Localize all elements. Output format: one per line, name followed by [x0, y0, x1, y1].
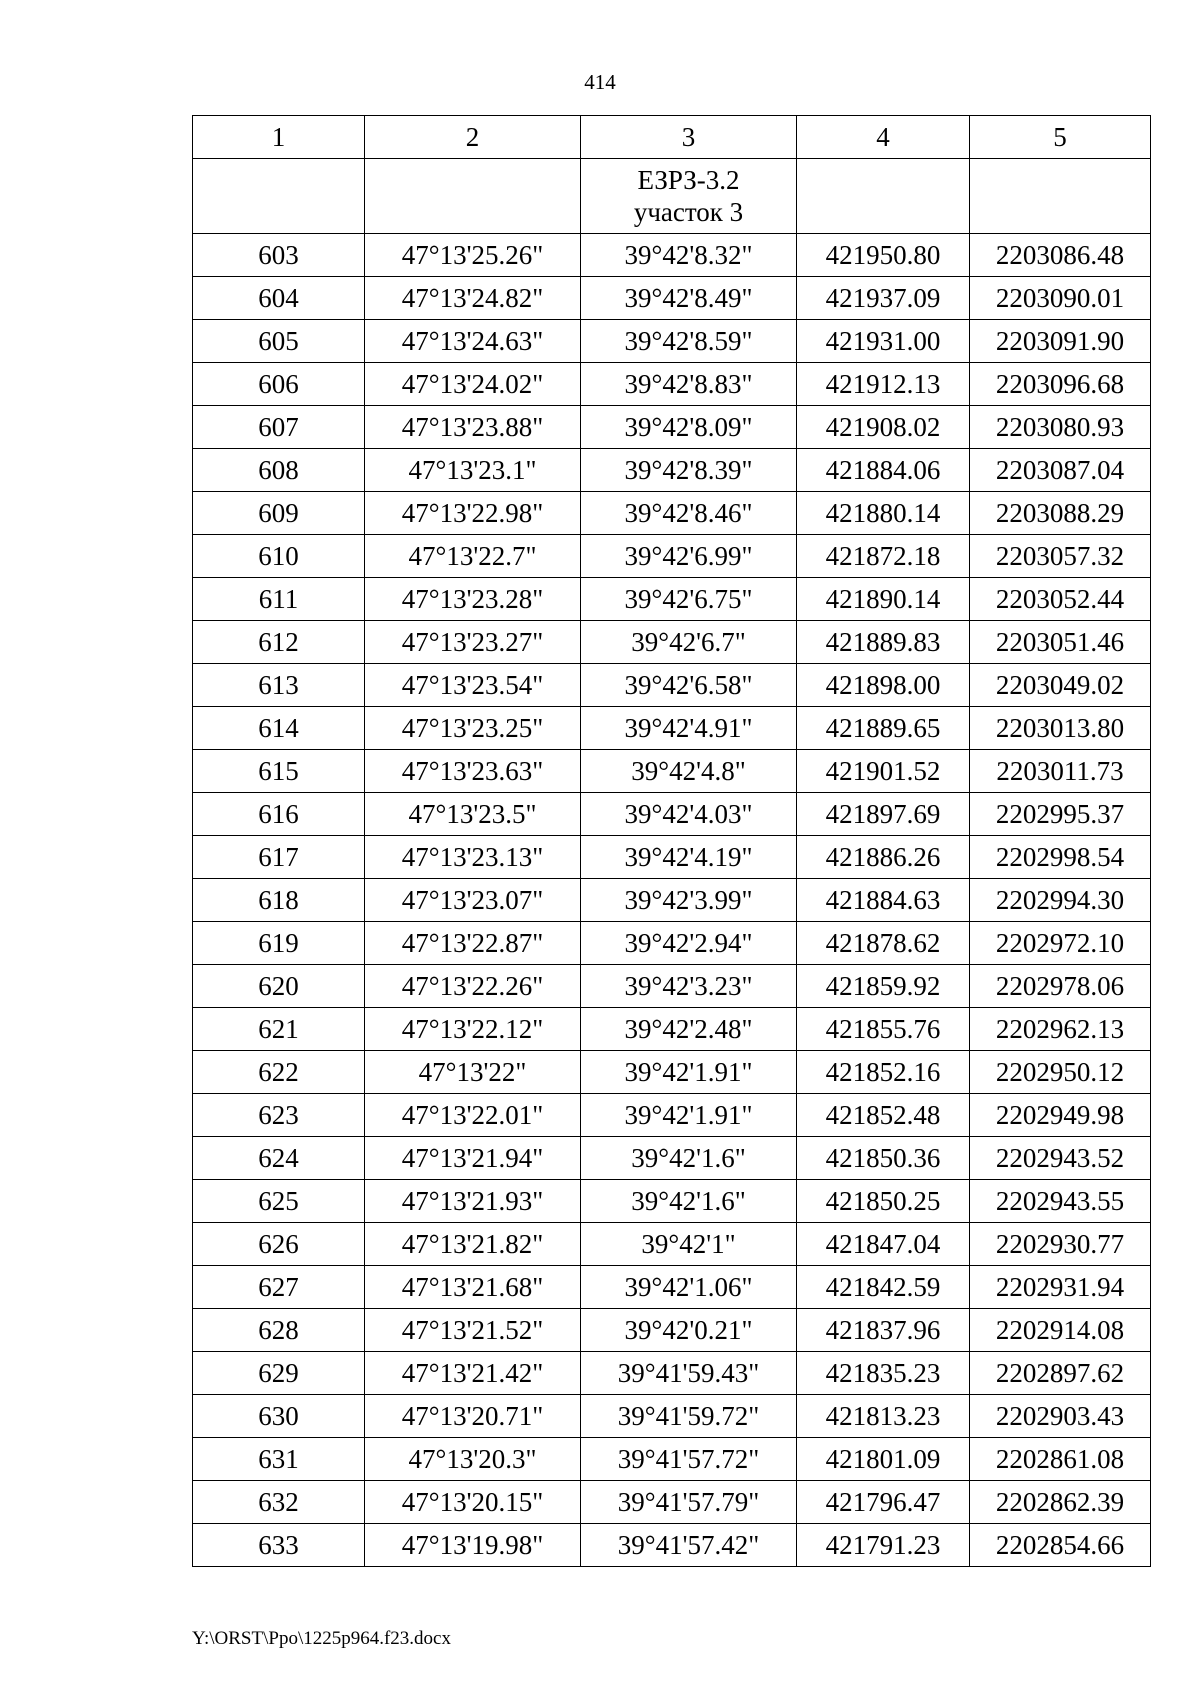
point-number-cell: 606 — [193, 363, 365, 406]
point-number-cell: 632 — [193, 1481, 365, 1524]
table-row — [193, 320, 1151, 363]
coordinates-table — [192, 115, 1151, 1567]
x-coordinate-cell: 421889.65 — [797, 707, 970, 750]
y-coordinate-cell: 2202950.12 — [970, 1051, 1151, 1094]
table-row — [193, 1524, 1151, 1567]
longitude-cell: 39°41'59.72" — [581, 1395, 797, 1438]
table-row — [193, 1438, 1151, 1481]
longitude-cell: 39°42'1" — [581, 1223, 797, 1266]
table-row — [193, 1352, 1151, 1395]
x-coordinate-cell: 421880.14 — [797, 492, 970, 535]
point-number-cell: 616 — [193, 793, 365, 836]
longitude-cell: 39°41'57.79" — [581, 1481, 797, 1524]
longitude-cell: 39°42'3.99" — [581, 879, 797, 922]
x-coordinate-cell: 421878.62 — [797, 922, 970, 965]
point-number-cell: 614 — [193, 707, 365, 750]
latitude-cell: 47°13'20.71" — [365, 1395, 581, 1438]
x-coordinate-cell: 421901.52 — [797, 750, 970, 793]
latitude-cell: 47°13'20.3" — [365, 1438, 581, 1481]
y-coordinate-cell: 2202962.13 — [970, 1008, 1151, 1051]
header-cell-1: 1 — [193, 116, 365, 159]
table-row — [193, 1309, 1151, 1352]
x-coordinate-cell: 421852.48 — [797, 1094, 970, 1137]
table-row — [193, 277, 1151, 320]
x-coordinate-cell: 421950.80 — [797, 234, 970, 277]
y-coordinate-cell: 2202931.94 — [970, 1266, 1151, 1309]
longitude-cell: 39°41'57.42" — [581, 1524, 797, 1567]
zone-section: участок 3 — [633, 197, 744, 227]
point-number-cell: 611 — [193, 578, 365, 621]
x-coordinate-cell: 421908.02 — [797, 406, 970, 449]
longitude-cell: 39°42'8.09" — [581, 406, 797, 449]
latitude-cell: 47°13'22.7" — [365, 535, 581, 578]
table-row — [193, 234, 1151, 277]
latitude-cell: 47°13'22.01" — [365, 1094, 581, 1137]
x-coordinate-cell: 421872.18 — [797, 535, 970, 578]
point-number-cell: 612 — [193, 621, 365, 664]
y-coordinate-cell: 2202930.77 — [970, 1223, 1151, 1266]
longitude-cell: 39°42'1.91" — [581, 1051, 797, 1094]
point-number-cell: 627 — [193, 1266, 365, 1309]
table-row — [193, 707, 1151, 750]
longitude-cell: 39°42'1.06" — [581, 1266, 797, 1309]
y-coordinate-cell: 2203057.32 — [970, 535, 1151, 578]
table-row — [193, 363, 1151, 406]
latitude-cell: 47°13'19.98" — [365, 1524, 581, 1567]
latitude-cell: 47°13'21.93" — [365, 1180, 581, 1223]
point-number-cell: 603 — [193, 234, 365, 277]
header-cell-2: 2 — [365, 116, 581, 159]
point-number-cell: 604 — [193, 277, 365, 320]
y-coordinate-cell: 2203096.68 — [970, 363, 1151, 406]
point-number-cell: 630 — [193, 1395, 365, 1438]
point-number-cell: 625 — [193, 1180, 365, 1223]
x-coordinate-cell: 421850.25 — [797, 1180, 970, 1223]
point-number-cell: 622 — [193, 1051, 365, 1094]
table-row — [193, 535, 1151, 578]
latitude-cell: 47°13'23.5" — [365, 793, 581, 836]
table-row — [193, 965, 1151, 1008]
point-number-cell: 620 — [193, 965, 365, 1008]
y-coordinate-cell: 2203011.73 — [970, 750, 1151, 793]
latitude-cell: 47°13'23.54" — [365, 664, 581, 707]
longitude-cell: 39°42'0.21" — [581, 1309, 797, 1352]
zone-empty-cell — [797, 159, 970, 234]
table-row — [193, 1180, 1151, 1223]
table-row — [193, 492, 1151, 535]
y-coordinate-cell: 2203088.29 — [970, 492, 1151, 535]
longitude-cell: 39°42'1.6" — [581, 1180, 797, 1223]
x-coordinate-cell: 421801.09 — [797, 1438, 970, 1481]
longitude-cell: 39°42'6.58" — [581, 664, 797, 707]
longitude-cell: 39°42'1.91" — [581, 1094, 797, 1137]
longitude-cell: 39°42'2.48" — [581, 1008, 797, 1051]
point-number-cell: 629 — [193, 1352, 365, 1395]
zone-empty-cell — [193, 159, 365, 234]
zone-row — [193, 159, 1151, 234]
latitude-cell: 47°13'21.52" — [365, 1309, 581, 1352]
x-coordinate-cell: 421890.14 — [797, 578, 970, 621]
longitude-cell: 39°42'6.75" — [581, 578, 797, 621]
y-coordinate-cell: 2202854.66 — [970, 1524, 1151, 1567]
y-coordinate-cell: 2202949.98 — [970, 1094, 1151, 1137]
point-number-cell: 626 — [193, 1223, 365, 1266]
point-number-cell: 631 — [193, 1438, 365, 1481]
point-number-cell: 633 — [193, 1524, 365, 1567]
longitude-cell: 39°42'3.23" — [581, 965, 797, 1008]
y-coordinate-cell: 2202998.54 — [970, 836, 1151, 879]
x-coordinate-cell: 421912.13 — [797, 363, 970, 406]
latitude-cell: 47°13'22.26" — [365, 965, 581, 1008]
y-coordinate-cell: 2203013.80 — [970, 707, 1151, 750]
latitude-cell: 47°13'24.82" — [365, 277, 581, 320]
y-coordinate-cell: 2203086.48 — [970, 234, 1151, 277]
header-cell-4: 4 — [797, 116, 970, 159]
latitude-cell: 47°13'23.88" — [365, 406, 581, 449]
longitude-cell: 39°42'8.49" — [581, 277, 797, 320]
point-number-cell: 628 — [193, 1309, 365, 1352]
table-row — [193, 1137, 1151, 1180]
x-coordinate-cell: 421859.92 — [797, 965, 970, 1008]
latitude-cell: 47°13'25.26" — [365, 234, 581, 277]
zone-empty-cell — [365, 159, 581, 234]
y-coordinate-cell: 2203090.01 — [970, 277, 1151, 320]
y-coordinate-cell: 2203091.90 — [970, 320, 1151, 363]
longitude-cell: 39°42'6.99" — [581, 535, 797, 578]
zone-empty-cell — [970, 159, 1151, 234]
footer-file-path: Y:\ORST\Ppo\1225p964.f23.docx — [192, 1628, 451, 1649]
point-number-cell: 607 — [193, 406, 365, 449]
latitude-cell: 47°13'22.87" — [365, 922, 581, 965]
longitude-cell: 39°42'8.83" — [581, 363, 797, 406]
x-coordinate-cell: 421813.23 — [797, 1395, 970, 1438]
x-coordinate-cell: 421897.69 — [797, 793, 970, 836]
table-row — [193, 1481, 1151, 1524]
table-row — [193, 1008, 1151, 1051]
y-coordinate-cell: 2202943.52 — [970, 1137, 1151, 1180]
point-number-cell: 618 — [193, 879, 365, 922]
point-number-cell: 624 — [193, 1137, 365, 1180]
x-coordinate-cell: 421884.06 — [797, 449, 970, 492]
latitude-cell: 47°13'23.27" — [365, 621, 581, 664]
point-number-cell: 609 — [193, 492, 365, 535]
header-cell-5: 5 — [970, 116, 1151, 159]
x-coordinate-cell: 421852.16 — [797, 1051, 970, 1094]
latitude-cell: 47°13'22.12" — [365, 1008, 581, 1051]
x-coordinate-cell: 421855.76 — [797, 1008, 970, 1051]
table-row — [193, 1051, 1151, 1094]
table-row — [193, 578, 1151, 621]
longitude-cell: 39°41'57.72" — [581, 1438, 797, 1481]
x-coordinate-cell: 421898.00 — [797, 664, 970, 707]
table-row — [193, 1094, 1151, 1137]
latitude-cell: 47°13'23.13" — [365, 836, 581, 879]
longitude-cell: 39°42'1.6" — [581, 1137, 797, 1180]
latitude-cell: 47°13'21.82" — [365, 1223, 581, 1266]
header-cell-3: 3 — [581, 116, 797, 159]
point-number-cell: 621 — [193, 1008, 365, 1051]
table-row — [193, 406, 1151, 449]
x-coordinate-cell: 421835.23 — [797, 1352, 970, 1395]
x-coordinate-cell: 421886.26 — [797, 836, 970, 879]
y-coordinate-cell: 2202903.43 — [970, 1395, 1151, 1438]
x-coordinate-cell: 421937.09 — [797, 277, 970, 320]
latitude-cell: 47°13'22" — [365, 1051, 581, 1094]
longitude-cell: 39°42'4.19" — [581, 836, 797, 879]
table-row — [193, 793, 1151, 836]
y-coordinate-cell: 2203087.04 — [970, 449, 1151, 492]
latitude-cell: 47°13'23.25" — [365, 707, 581, 750]
y-coordinate-cell: 2203049.02 — [970, 664, 1151, 707]
latitude-cell: 47°13'21.42" — [365, 1352, 581, 1395]
point-number-cell: 617 — [193, 836, 365, 879]
header-row — [193, 116, 1151, 159]
table-row — [193, 449, 1151, 492]
longitude-cell: 39°42'4.03" — [581, 793, 797, 836]
longitude-cell: 39°42'4.8" — [581, 750, 797, 793]
latitude-cell: 47°13'21.68" — [365, 1266, 581, 1309]
longitude-cell: 39°42'8.46" — [581, 492, 797, 535]
x-coordinate-cell: 421889.83 — [797, 621, 970, 664]
latitude-cell: 47°13'23.63" — [365, 750, 581, 793]
x-coordinate-cell: 421847.04 — [797, 1223, 970, 1266]
y-coordinate-cell: 2202943.55 — [970, 1180, 1151, 1223]
x-coordinate-cell: 421796.47 — [797, 1481, 970, 1524]
table-row — [193, 879, 1151, 922]
y-coordinate-cell: 2203080.93 — [970, 406, 1151, 449]
zone-label-cell — [581, 159, 797, 234]
latitude-cell: 47°13'23.28" — [365, 578, 581, 621]
y-coordinate-cell: 2202897.62 — [970, 1352, 1151, 1395]
x-coordinate-cell: 421931.00 — [797, 320, 970, 363]
point-number-cell: 623 — [193, 1094, 365, 1137]
longitude-cell: 39°41'59.43" — [581, 1352, 797, 1395]
point-number-cell: 605 — [193, 320, 365, 363]
x-coordinate-cell: 421850.36 — [797, 1137, 970, 1180]
x-coordinate-cell: 421884.63 — [797, 879, 970, 922]
y-coordinate-cell: 2202978.06 — [970, 965, 1151, 1008]
latitude-cell: 47°13'21.94" — [365, 1137, 581, 1180]
latitude-cell: 47°13'20.15" — [365, 1481, 581, 1524]
page-number: 414 — [584, 70, 616, 94]
y-coordinate-cell: 2202995.37 — [970, 793, 1151, 836]
x-coordinate-cell: 421837.96 — [797, 1309, 970, 1352]
y-coordinate-cell: 2202861.08 — [970, 1438, 1151, 1481]
table-row — [193, 621, 1151, 664]
longitude-cell: 39°42'8.32" — [581, 234, 797, 277]
table-row — [193, 922, 1151, 965]
zone-code: ЕЗРЗ-3.2 — [637, 165, 740, 195]
table-row — [193, 1223, 1151, 1266]
y-coordinate-cell: 2202972.10 — [970, 922, 1151, 965]
y-coordinate-cell: 2203051.46 — [970, 621, 1151, 664]
latitude-cell: 47°13'23.1" — [365, 449, 581, 492]
point-number-cell: 619 — [193, 922, 365, 965]
y-coordinate-cell: 2203052.44 — [970, 578, 1151, 621]
y-coordinate-cell: 2202994.30 — [970, 879, 1151, 922]
latitude-cell: 47°13'24.02" — [365, 363, 581, 406]
table-row — [193, 836, 1151, 879]
latitude-cell: 47°13'23.07" — [365, 879, 581, 922]
point-number-cell: 608 — [193, 449, 365, 492]
table-row — [193, 1395, 1151, 1438]
point-number-cell: 613 — [193, 664, 365, 707]
table-row — [193, 750, 1151, 793]
latitude-cell: 47°13'24.63" — [365, 320, 581, 363]
longitude-cell: 39°42'2.94" — [581, 922, 797, 965]
longitude-cell: 39°42'8.39" — [581, 449, 797, 492]
y-coordinate-cell: 2202862.39 — [970, 1481, 1151, 1524]
x-coordinate-cell: 421791.23 — [797, 1524, 970, 1567]
longitude-cell: 39°42'8.59" — [581, 320, 797, 363]
table-row — [193, 1266, 1151, 1309]
longitude-cell: 39°42'6.7" — [581, 621, 797, 664]
x-coordinate-cell: 421842.59 — [797, 1266, 970, 1309]
table-body — [193, 159, 1151, 1567]
latitude-cell: 47°13'22.98" — [365, 492, 581, 535]
point-number-cell: 610 — [193, 535, 365, 578]
table-row — [193, 664, 1151, 707]
longitude-cell: 39°42'4.91" — [581, 707, 797, 750]
y-coordinate-cell: 2202914.08 — [970, 1309, 1151, 1352]
point-number-cell: 615 — [193, 750, 365, 793]
